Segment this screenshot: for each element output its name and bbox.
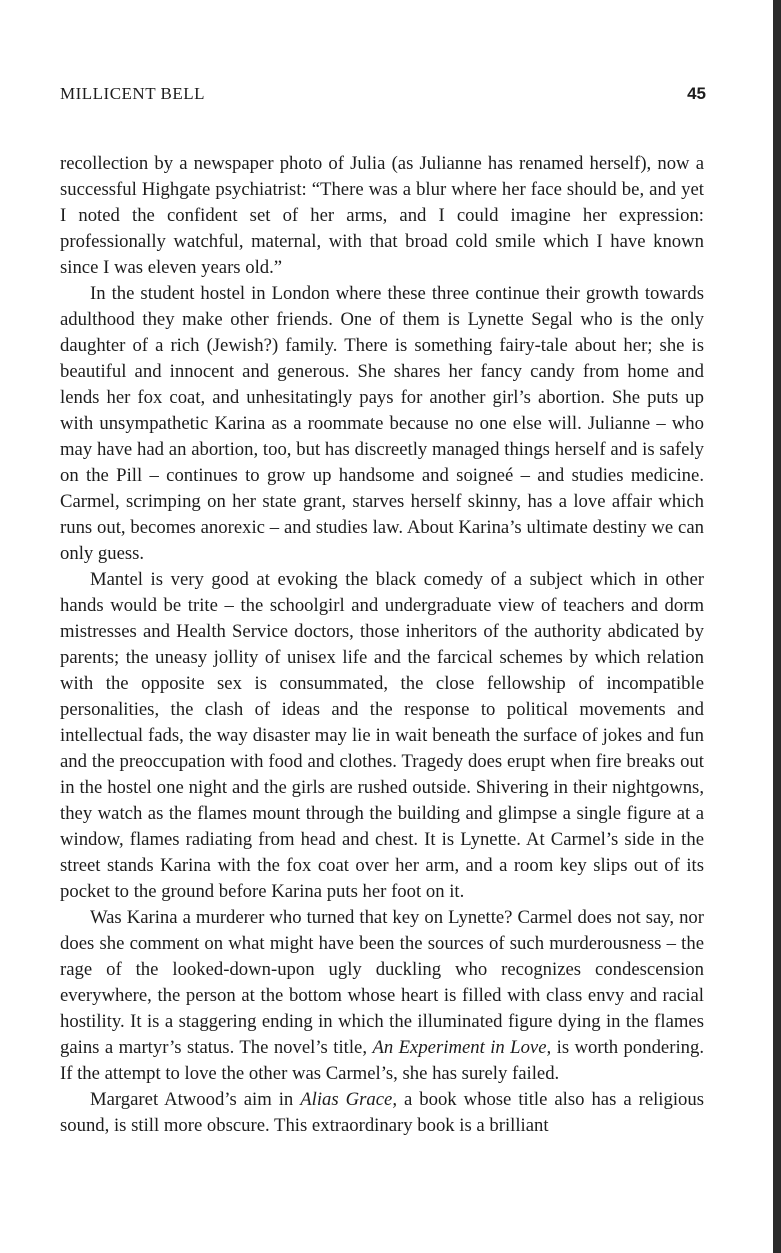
italic-title: Alias Grace,	[300, 1089, 398, 1110]
paragraph	[60, 1087, 704, 1139]
page-edge-shadow	[773, 0, 781, 1253]
running-head	[60, 84, 706, 104]
paragraph	[60, 151, 704, 281]
paragraph	[60, 905, 704, 1087]
italic-title: An Experiment in Love,	[372, 1037, 552, 1058]
text-segment: In the student hostel in London where these three continue their growth towards adulthood they make other friends. One of them is Lynette Segal who is the only daughter of a rich (Jewish?) family. There is something fairy-tale about her; she is beautiful and innocent and generous. She shares her fancy candy from home and lends her fox coat, and unhesitatingly pays for another girl’s abortion. She puts up with unsympathetic Karina as a roommate because no one else will. Julianne – who may have had an abortion, too, but has discreetly managed things herself and is safely on the Pill – continues to grow up handsome and soigneé – and studies medicine. Carmel, scrimping on her state grant, starves herself skinny, has a love affair which runs out, becomes anorexic – and studies law. About Karina’s ultimate destiny we can only guess.	[60, 283, 704, 564]
running-head-author: MILLICENT BELL	[60, 84, 206, 103]
text-segment: Was Karina a murderer who turned that key on Lynette? Carmel does not say, nor does she comment on what might have been the sources of such murderousness – the rage of the looked-down-upon ugly duckling who recognizes condescension everywhere, the person at the bottom whose heart is filled with class envy and racial hostility. It is a staggering ending in which the illuminated figure dying in the flames gains a martyr’s status. The novel’s title,	[60, 907, 704, 1058]
text-segment: is worth pondering. If the attempt to love the other was Carmel’s, she has surely failed.	[60, 1037, 704, 1084]
text-segment: Mantel is very good at evoking the black comedy of a subject which in other hands would be trite – the schoolgirl and undergraduate view of teachers and dorm mistresses and Health Service doctors, those inheritors of the authority abdicated by parents; the uneasy jollity of unisex life and the farcical schemes by which relation with the opposite sex is consummated, the close fellowship of incompatible personalities, the clash of ideas and the response to political movements and intellectual fads, the way disaster may lie in wait beneath the surface of jokes and fun and the preoccupation with food and clothes. Tragedy does erupt when fire breaks out in the hostel one night and the girls are rushed outside. Shivering in their nightgowns, they watch as the flames mount through the building and glimpse a single figure at a window, flames radiating from head and chest. It is Lynette. At Carmel’s side in the street stands Karina with the fox coat over her arm, and a room key slips out of its pocket to the ground before Karina puts her foot on it.	[60, 569, 704, 902]
body-text	[60, 151, 704, 1139]
text-segment: Margaret Atwood’s aim in	[90, 1089, 301, 1110]
page-number: 45	[687, 84, 706, 103]
paragraph	[60, 567, 704, 905]
text-segment: a book whose title also has a religious sound, is still more obscure. This extraordinary book is a brilliant	[60, 1089, 704, 1136]
paragraph	[60, 281, 704, 567]
text-segment: recollection by a newspaper photo of Julia (as Julianne has renamed herself), now a successful Highgate psychiatrist: “There was a blur where her face should be, and yet I noted the confident set of her arms, and I could imagine her expression: professionally watchful, maternal, with that broad cold smile which I have known since I was eleven years old.”	[60, 153, 704, 278]
